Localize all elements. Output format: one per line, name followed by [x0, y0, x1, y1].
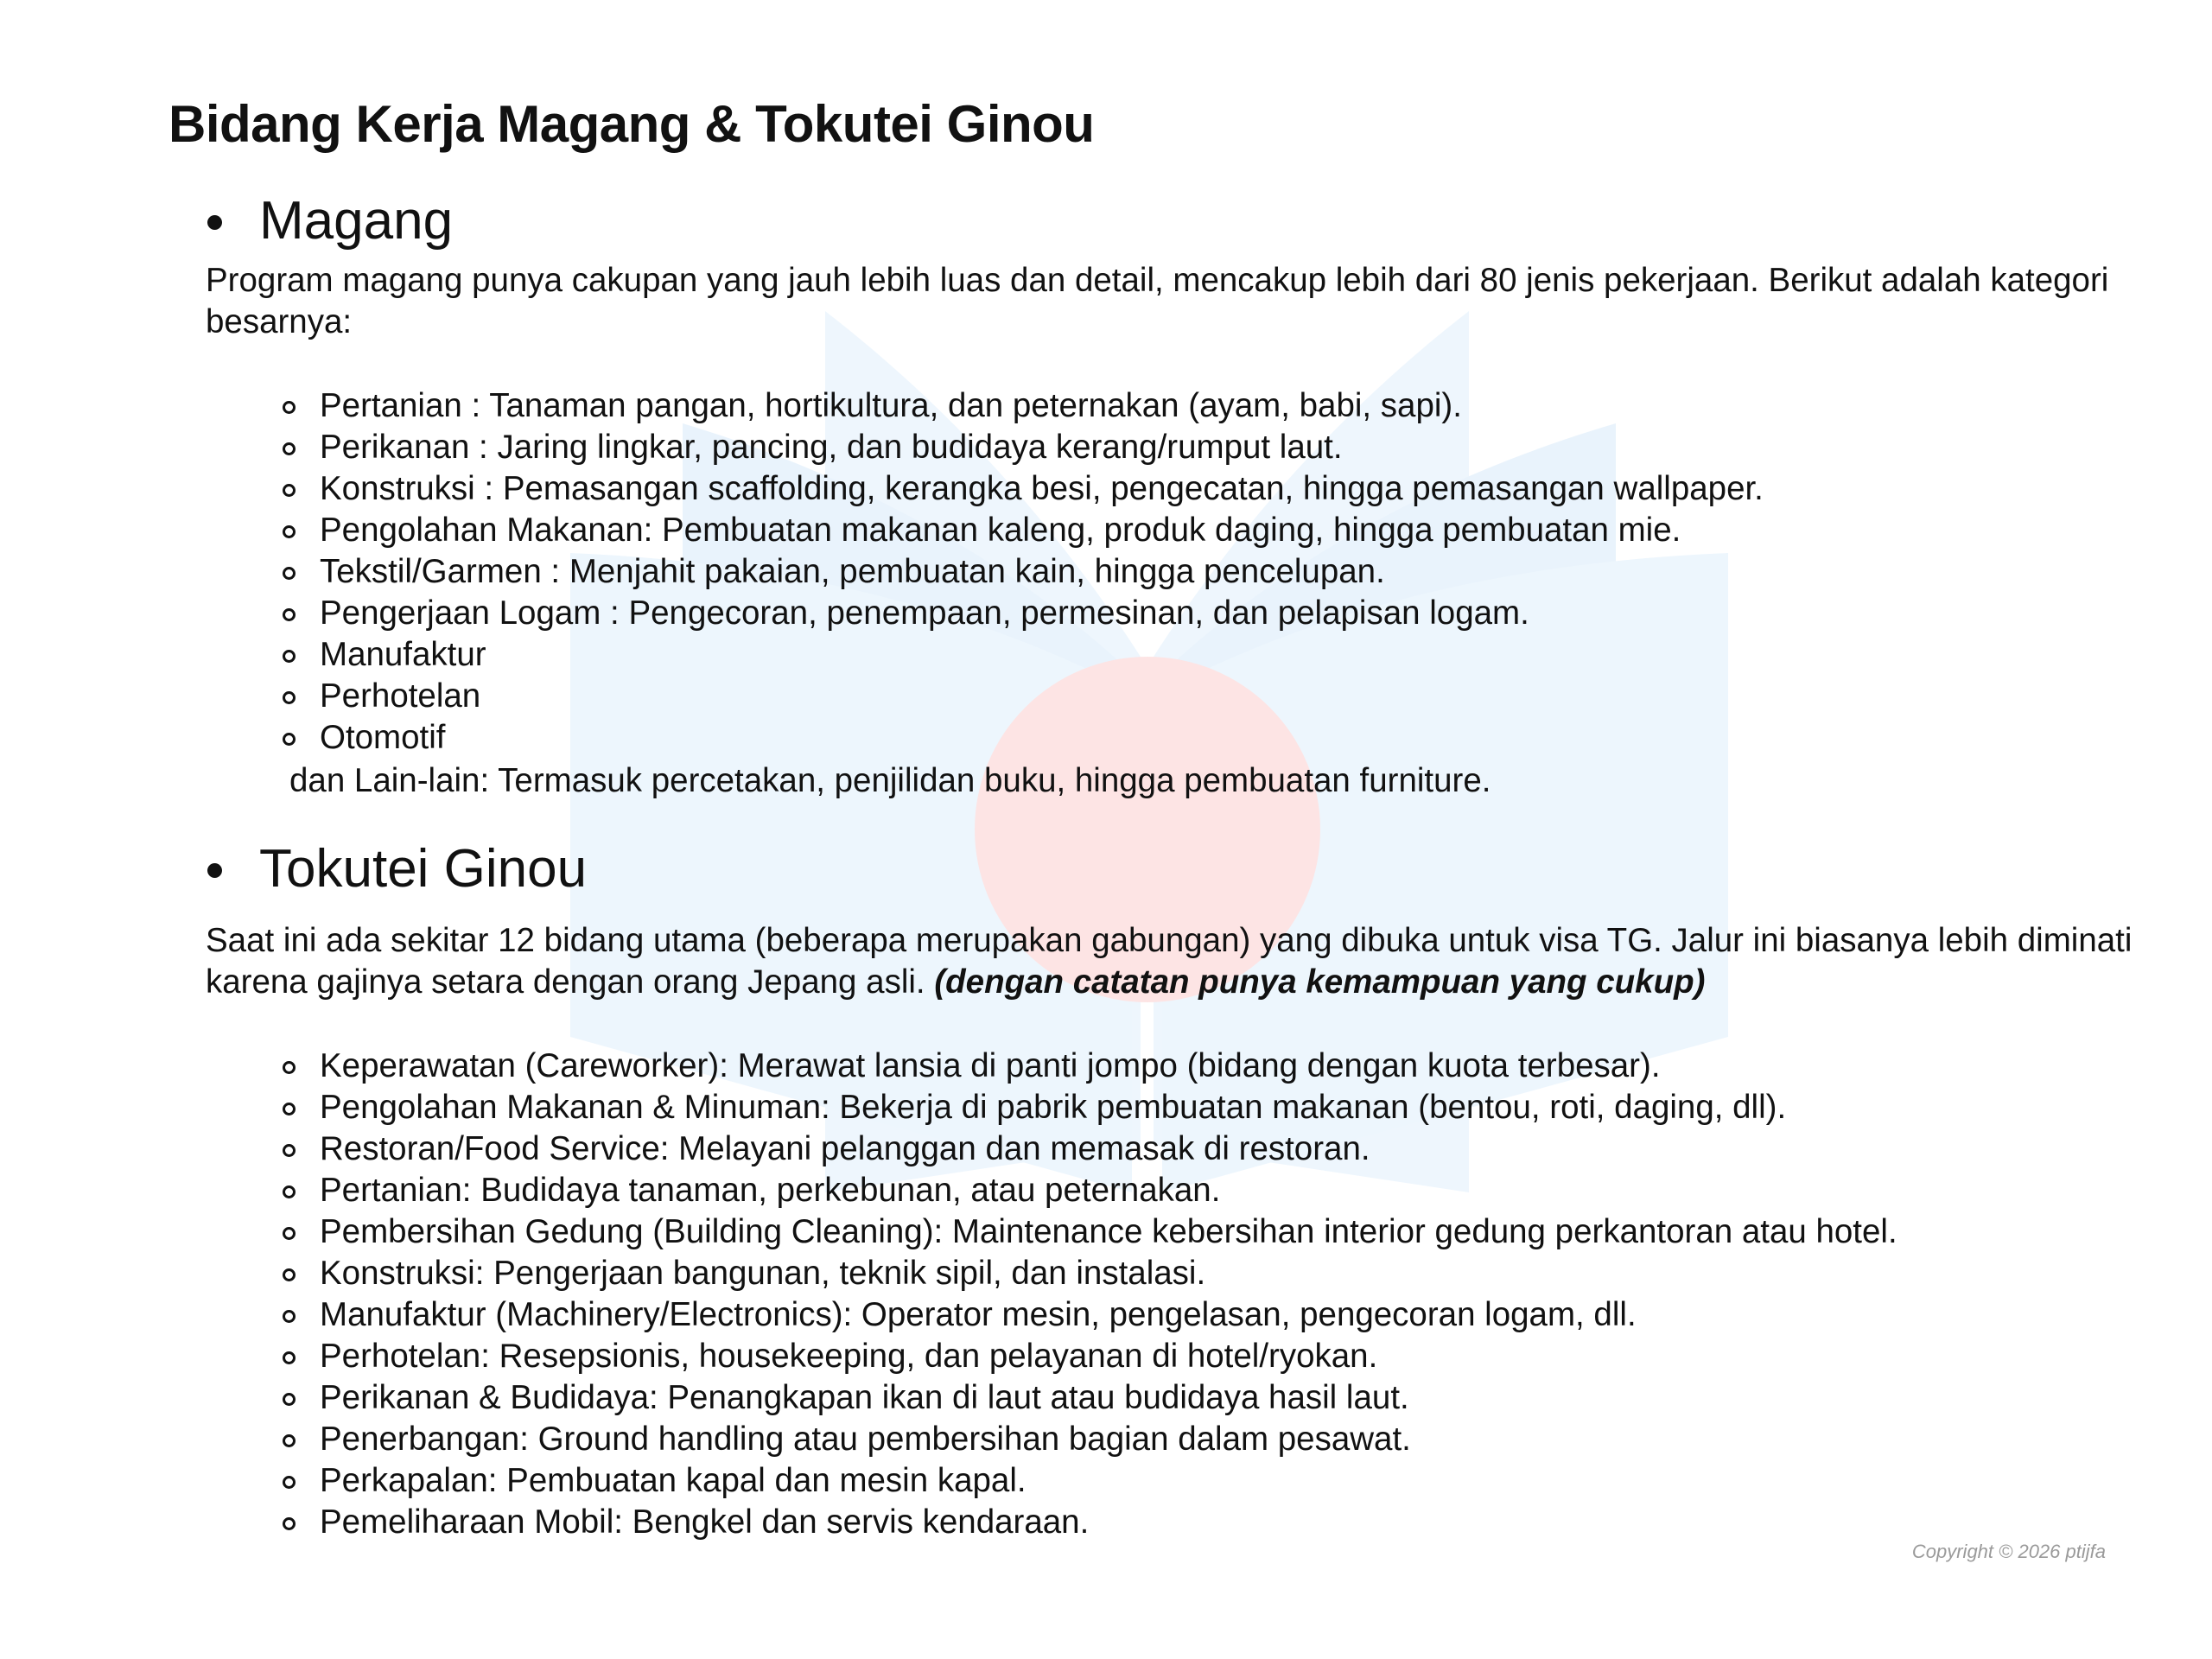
tokutei-intro [206, 920, 2133, 1003]
tokutei-field-list [281, 1046, 1897, 1543]
bullet-dot-icon [207, 863, 222, 878]
section-heading-text: Magang [259, 191, 454, 251]
tokutei-intro-text: Saat ini ada sekitar 12 bidang utama (beberapa merupakan gabungan) yang dibuka untuk visa TG. Jalur ini biasanya lebih diminati karena gajinya setara dengan orang Jepang asli. [206, 922, 2133, 1001]
section-heading-text: Tokutei Ginou [259, 839, 588, 899]
magang-intro: Program magang punya cakupan yang jauh lebih luas dan detail, mencakup lebih dari 80 jenis pekerjaan. Berikut adalah kategori besarnya: [206, 262, 2109, 340]
list-item: Perhotelan [281, 676, 1764, 717]
list-item: Manufaktur [281, 634, 1764, 676]
list-item: Otomotif [281, 717, 1764, 759]
list-item: Perikanan & Budidaya: Penangkapan ikan di laut atau budidaya hasil laut. [281, 1377, 1897, 1419]
list-item: Tekstil/Garmen : Menjahit pakaian, pembuatan kain, hingga pencelupan. [281, 551, 1764, 593]
magang-category-list [281, 385, 1764, 759]
list-item: Restoran/Food Service: Melayani pelanggan dan memasak di restoran. [281, 1128, 1897, 1170]
list-item: Pembersihan Gedung (Building Cleaning): Maintenance kebersihan interior gedung perkantoran atau hotel. [281, 1211, 1897, 1253]
section-heading-tokutei-ginou [207, 836, 587, 902]
list-item: Pertanian: Budidaya tanaman, perkebunan, atau peternakan. [281, 1170, 1897, 1211]
list-item: Pengerjaan Logam : Pengecoran, penempaan, permesinan, dan pelapisan logam. [281, 593, 1764, 634]
page-title: Bidang Kerja Magang & Tokutei Ginou [168, 95, 1095, 153]
list-item: Manufaktur (Machinery/Electronics): Operator mesin, pengelasan, pengecoran logam, dll. [281, 1294, 1897, 1336]
list-item: Konstruksi : Pemasangan scaffolding, kerangka besi, pengecatan, hingga pemasangan wallpaper. [281, 468, 1764, 510]
list-item: Pengolahan Makanan & Minuman: Bekerja di pabrik pembuatan makanan (bentou, roti, daging, dll). [281, 1087, 1897, 1128]
list-item: Pertanian : Tanaman pangan, hortikultura, dan peternakan (ayam, babi, sapi). [281, 385, 1764, 427]
list-item: Pemeliharaan Mobil: Bengkel dan servis kendaraan. [281, 1502, 1897, 1543]
list-item: Keperawatan (Careworker): Merawat lansia di panti jompo (bidang dengan kuota terbesar). [281, 1046, 1897, 1087]
list-item: Konstruksi: Pengerjaan bangunan, teknik sipil, dan instalasi. [281, 1253, 1897, 1294]
bullet-dot-icon [207, 215, 222, 230]
section-heading-magang [207, 188, 453, 254]
list-item: Perikanan : Jaring lingkar, pancing, dan budidaya kerang/rumput laut. [281, 427, 1764, 468]
magang-other-categories: dan Lain-lain: Termasuk percetakan, penjilidan buku, hingga pembuatan furniture. [289, 762, 1491, 799]
list-item: Penerbangan: Ground handling atau pembersihan bagian dalam pesawat. [281, 1419, 1897, 1460]
copyright-notice: Copyright © 2026 ptijfa [1911, 1541, 2106, 1562]
list-item: Perhotelan: Resepsionis, housekeeping, dan pelayanan di hotel/ryokan. [281, 1336, 1897, 1377]
list-item: Pengolahan Makanan: Pembuatan makanan kaleng, produk daging, hingga pembuatan mie. [281, 510, 1764, 551]
tokutei-intro-emphasis: (dengan catatan punya kemampuan yang cukup) [934, 963, 1706, 1001]
list-item: Perkapalan: Pembuatan kapal dan mesin kapal. [281, 1460, 1897, 1502]
